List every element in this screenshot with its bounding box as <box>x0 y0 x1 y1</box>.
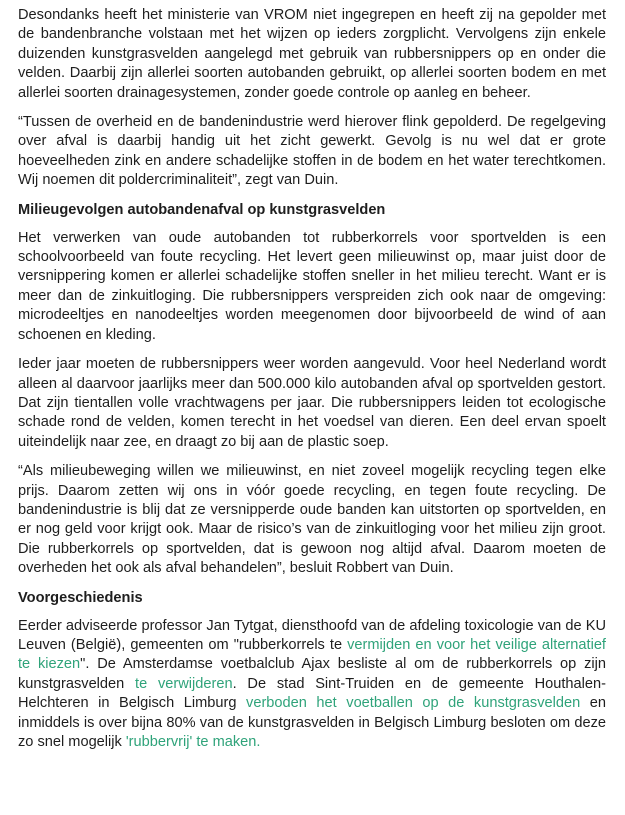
heading-milieugevolgen: Milieugevolgen autobandenafval op kunstgrasvelden <box>18 201 386 218</box>
link-verboden-voetballen[interactable]: verboden het voetballen op de kunstgrasvelden <box>246 695 581 712</box>
paragraph-quote-milieuwinst: “Als milieubeweging willen we milieuwinst, en niet zoveel mogelijk recycling tegen elke prijs. Daarom zetten wij ons in vóór goede recycling, en tegen foute recycling. De bandenindustrie is blij dat ze versnipperde oude banden kan uitstorten op sportvelden, en er nog geld voor krijgt ook. Maar de risico’s van de zinkuitloging voor het milieu zijn groot. Die rubberkorrels op sportvelden, dat is gewoon nog altijd afval. Daarom moeten de overheden het ook als afval behandelen”, besluit Robbert van Duin. <box>18 463 606 577</box>
text-segment: ". De Amsterdamse voetbalclub Ajax besliste al om de rubberkorrels op zijn kunstgrasvelden <box>18 656 606 692</box>
text-segment: en inmiddels is over bijna 80% van de kunstgrasvelden in Belgisch Limburg besloten om deze zo snel mogelijk <box>18 695 606 750</box>
document-body <box>18 6 606 762</box>
paragraph-recycling: Het verwerken van oude autobanden tot rubberkorrels voor sportvelden is een schoolvoorbeeld van foute recycling. Het levert geen milieuwinst op, maar juist door de versnippering komen er allerlei schadelijke stoffen sneller in het milieu terecht. Want er is meer dan de zinkuitloging. Die rubbersnippers verspreiden zich ook naar de omgeving: microdeeltjes en nanodeeltjes worden meegenomen door bijvoorbeeld de wind of aan schoenen en kleding. <box>18 229 606 343</box>
link-vermijden[interactable]: vermijden en voor het veilige alternatief te kiezen <box>18 636 606 673</box>
heading-voorgeschiedenis: Voorgeschiedenis <box>18 589 143 606</box>
paragraph-quote-polder: “Tussen de overheid en de bandenindustrie werd hierover flink gepolderd. De regelgeving over afval is daarbij handig uit het zicht gewerkt. Gevolg is nu wel dat er grote hoeveelheden zink en andere schadelijke stoffen in de bodem en het water terechtkomen. Wij noemen dit poldercriminaliteit”, zegt van Duin. <box>18 114 606 189</box>
paragraph-aanvulling: Ieder jaar moeten de rubbersnippers weer worden aangevuld. Voor heel Nederland wordt alleen al daarvoor jaarlijks meer dan 500.000 kilo autobanden afval op sportvelden gestort. Dat zijn tientallen volle vrachtwagens per jaar. Die rubbersnippers leiden tot ecologische schade rond de velden, komen terecht in het voedsel van dieren. Een deel ervan spoelt uiteindelijk naar zee, en draagt zo bij aan de plastic soep. <box>18 356 606 450</box>
paragraph-voorgeschiedenis <box>18 617 606 753</box>
text-segment: . De stad Sint-Truiden en de gemeente Houthalen-Helchteren in Belgisch Limburg <box>18 675 606 712</box>
link-te-verwijderen[interactable]: te verwijderen <box>135 675 233 692</box>
paragraph-vrom: Desondanks heeft het ministerie van VROM niet ingegrepen en heeft zij na gepolder met de bandenbranche volstaan met het wijzen op ieders zorgplicht. Vervolgens zijn enkele duizenden kunstgrasvelden aangelegd met gebruik van rubbersnippers op en onder die velden. Daarbij zijn allerlei soorten autobanden gebruikt, op allerlei soorten bodem en met allerlei soorten drainagesystemen, zonder goede controle op aanleg en beheer. <box>18 7 606 101</box>
text-segment: Eerder adviseerde professor Jan Tytgat, diensthoofd van de afdeling toxicologie van de KU Leuven (België), gemeenten om "rubberkorrels te <box>18 617 606 653</box>
link-rubbervrij[interactable]: 'rubbervrij' te maken. <box>125 734 261 750</box>
